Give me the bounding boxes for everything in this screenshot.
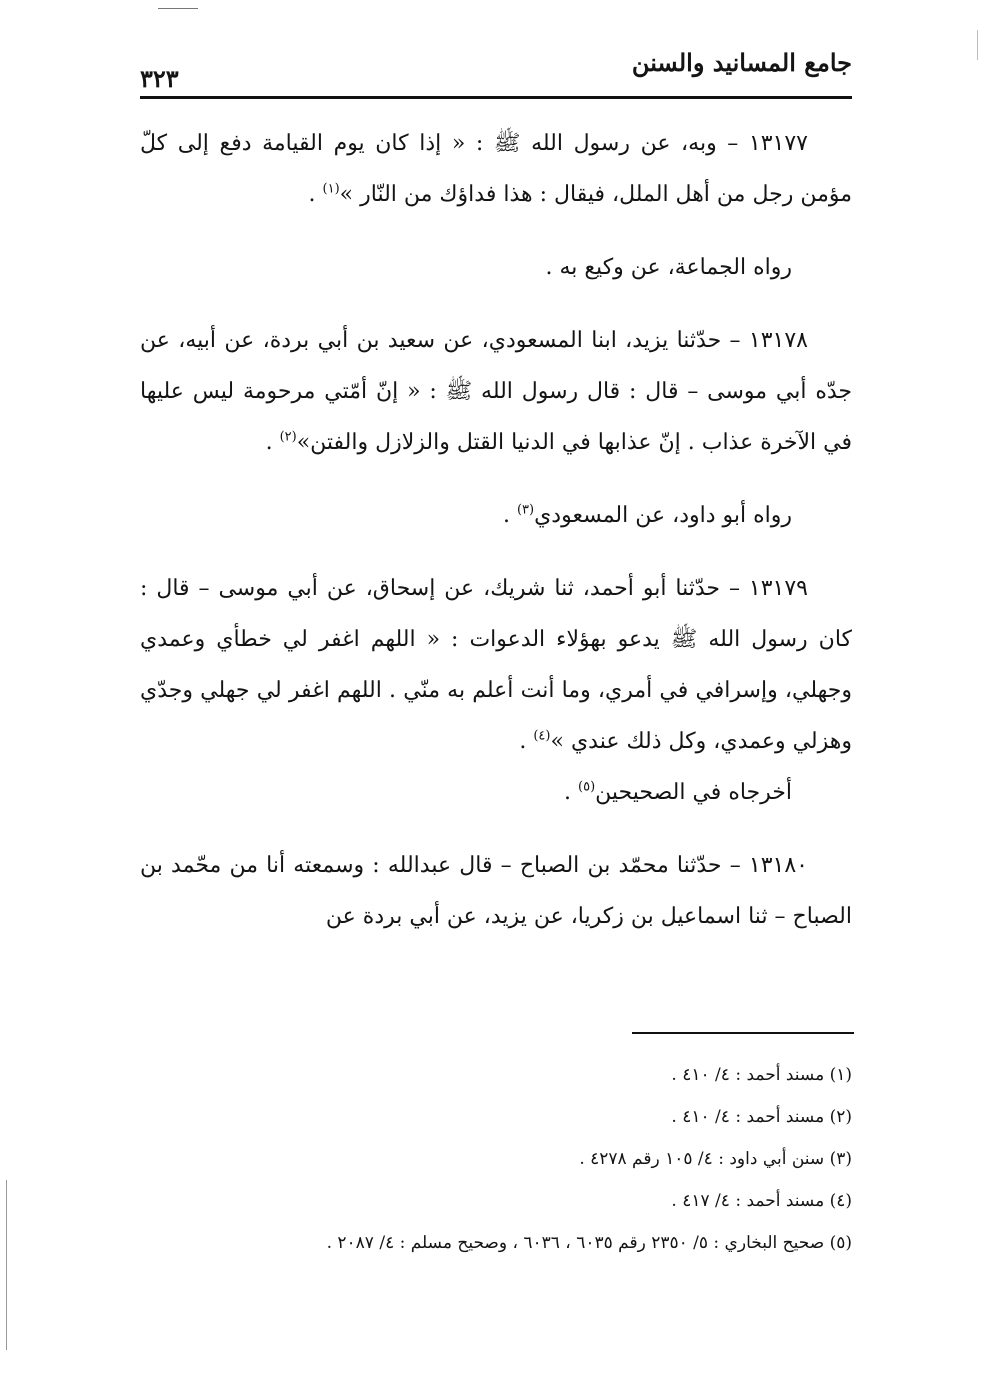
- punctuation: .: [519, 729, 534, 754]
- scan-edge-line: [977, 30, 978, 60]
- note-text: رواه الجماعة، عن وكيع به .: [545, 255, 792, 280]
- footnote-ref: (٢): [279, 429, 297, 445]
- source-note: [140, 242, 852, 293]
- hadith-text: ١٣١٧٩ – حدّثنا أبو أحمد، ثنا شريك، عن إسحاق، عن أبي موسى – قال : كان رسول الله ﷺ يدعو بهؤلاء الدعوات : « اللهم اغفر لي خطأي وعمدي وجهلي، وإسرافي في أمري، وما أنت أعلم به منّي . اللهم اغفر لي جهلي وجدّي وهزلي وعمدي، وكل ذلك عندي »: [140, 576, 852, 754]
- punctuation: .: [308, 182, 323, 207]
- hadith-text: ١٣١٨٠ – حدّثنا محمّد بن الصباح – قال عبدالله : وسمعته أنا من محّمد بن الصباح – ثنا اسماعيل بن زكريا، عن يزيد، عن أبي بردة عن: [140, 853, 852, 929]
- footnote-ref: (٣): [516, 502, 535, 518]
- punctuation: .: [265, 430, 280, 455]
- footnote-ref: (١): [322, 181, 340, 197]
- footnote: (٣) سنن أبي داود : ٤/ ١٠٥ رقم ٤٢٧٨ .: [579, 1149, 852, 1169]
- note-text: رواه أبو داود، عن المسعودي: [534, 503, 792, 528]
- punctuation: .: [502, 503, 517, 528]
- footnote-rule: [632, 1032, 854, 1034]
- hadith-13177: [140, 118, 852, 220]
- header-rule: [140, 96, 852, 99]
- footnote: (٤) مسند أحمد : ٤/ ٤١٧ .: [671, 1191, 852, 1211]
- main-text: [140, 118, 852, 942]
- source-note: [140, 490, 852, 541]
- note-text: أخرجاه في الصحيحين: [595, 780, 792, 805]
- source-note: [140, 767, 852, 818]
- scan-edge-line: [6, 1180, 7, 1350]
- punctuation: .: [564, 780, 579, 805]
- footnote: (١) مسند أحمد : ٤/ ٤١٠ .: [671, 1065, 852, 1085]
- scan-edge-mark: [158, 8, 198, 9]
- footnotes: [140, 1054, 852, 1264]
- hadith-text: ١٣١٧٧ – وبه، عن رسول الله ﷺ : « إذا كان يوم القيامة دفع إلى كلّ مؤمن رجل من أهل الملل، فيقال : هذا فداؤك من النّار »: [140, 131, 852, 207]
- hadith-13179: [140, 563, 852, 767]
- hadith-13178: [140, 315, 852, 468]
- hadith-text: ١٣١٧٨ – حدّثنا يزيد، ابنا المسعودي، عن سعيد بن أبي بردة، عن أبيه، عن جدّه أبي موسى – قال : قال رسول الله ﷺ : « إنّ أمّتي مرحومة ليس عليها في الآخرة عذاب . إنّ عذابها في الدنيا القتل والزلازل والفتن»: [140, 328, 852, 455]
- footnote-ref: (٤): [533, 728, 551, 744]
- footnote: (٢) مسند أحمد : ٤/ ٤١٠ .: [671, 1107, 852, 1127]
- page-header: [140, 42, 852, 94]
- footnote-ref: (٥): [578, 779, 596, 795]
- running-title: جامع المسانيد والسنن: [631, 48, 852, 77]
- page-number: ٣٢٣: [140, 64, 179, 93]
- hadith-13180: [140, 840, 852, 942]
- footnote: (٥) صحيح البخاري : ٥/ ٢٣٥٠ رقم ٦٠٣٥ ، ٦٠٣٦ ، وصحيح مسلم : ٤/ ٢٠٨٧ .: [326, 1233, 852, 1253]
